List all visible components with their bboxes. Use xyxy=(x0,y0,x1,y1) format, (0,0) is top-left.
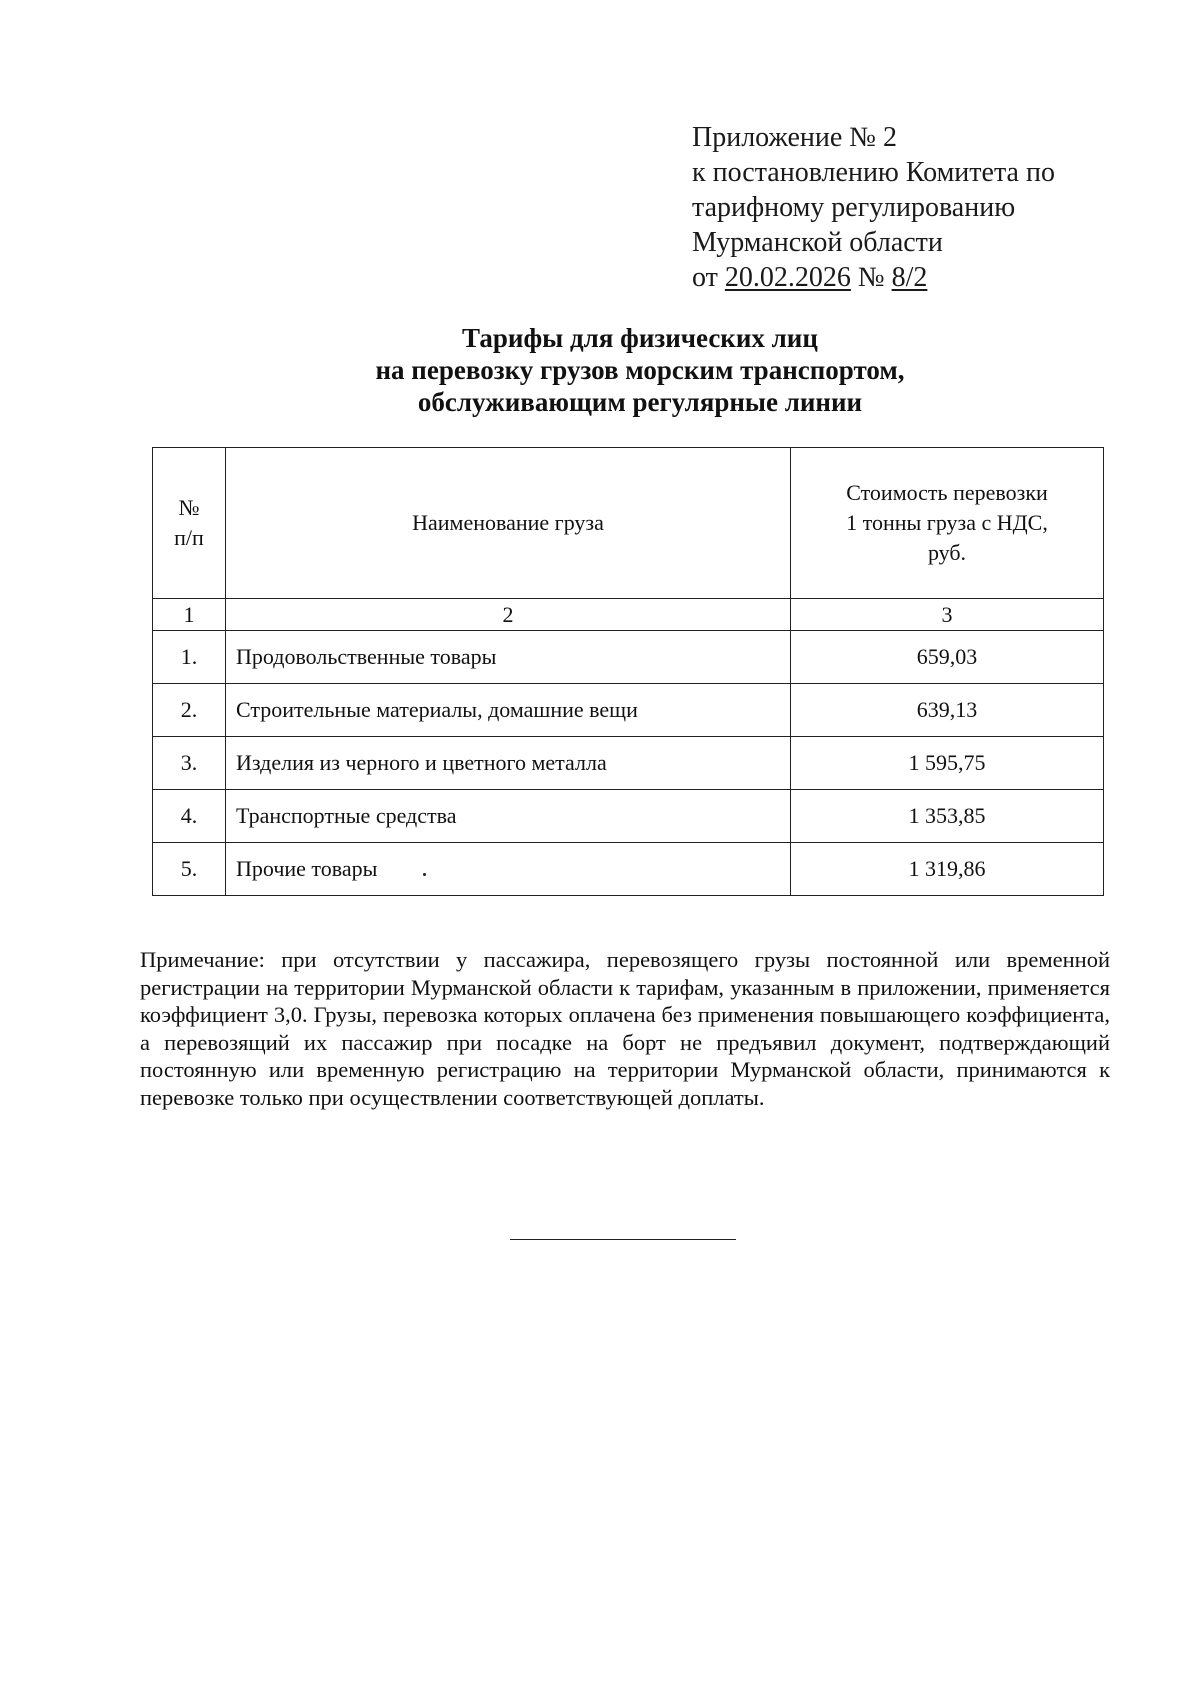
row-cargo-name: Строительные материалы, домашние вещи xyxy=(226,684,791,737)
appendix-line-4: Мурманской области xyxy=(692,227,943,258)
table-row xyxy=(153,631,1104,684)
title-line-2: на перевозку грузов морским транспортом, xyxy=(375,355,905,385)
row-cost: 639,13 xyxy=(791,684,1104,737)
table-row xyxy=(153,843,1104,896)
header-cost-line-1: Стоимость перевозки xyxy=(846,480,1048,505)
header-number-symbol: № xyxy=(178,495,200,520)
row-number: 4. xyxy=(153,790,226,843)
row-cargo-name: Изделия из черного и цветного металла xyxy=(226,737,791,790)
row-cost: 1 319,86 xyxy=(791,843,1104,896)
table-row xyxy=(153,790,1104,843)
row-cost: 659,03 xyxy=(791,631,1104,684)
title-line-1: Тарифы для физических лиц xyxy=(462,323,818,353)
closing-separator-line xyxy=(510,1239,736,1240)
number-prefix: № xyxy=(850,262,892,293)
row-number: 2. xyxy=(153,684,226,737)
column-number-row xyxy=(153,599,1104,631)
appendix-line-2: к постановлению Комитета по xyxy=(692,157,1055,188)
row-cost: 1 353,85 xyxy=(791,790,1104,843)
row-cargo-name: Продовольственные товары xyxy=(226,631,791,684)
appendix-date-line xyxy=(692,260,1055,295)
column-number-1: 1 xyxy=(153,599,226,631)
resolution-number: 8/2 xyxy=(891,262,928,293)
row-number: 3. xyxy=(153,737,226,790)
header-cost xyxy=(791,448,1104,599)
header-cargo-name: Наименование груза xyxy=(226,448,791,599)
note-paragraph: Примечание: при отсутствии у пассажира, перевозящего грузы постоянной или временной регистрации на территории Мурманской области к тарифам, указанным в приложении, применяется коэффициент 3,0. Грузы, перевозка которых оплачена без применения повышающего коэффициента, а перевозящий их пассажир при посадке на борт не предъявил документ, подтверждающий постоянную или временную регистрацию на территории Мурманской области, принимаются к перевозке только при осуществлении соответствующей доплаты. xyxy=(140,947,1110,1110)
column-number-3: 3 xyxy=(791,599,1104,631)
tariff-table xyxy=(152,447,1104,896)
table-row xyxy=(153,684,1104,737)
scan-speck xyxy=(423,873,426,876)
title-line-3: обслуживающим регулярные линии xyxy=(417,387,863,417)
header-number xyxy=(153,448,226,599)
row-number: 1. xyxy=(153,631,226,684)
column-number-2: 2 xyxy=(226,599,791,631)
table-row xyxy=(153,737,1104,790)
header-cost-line-2: 1 тонны груза с НДС, xyxy=(846,510,1048,535)
date-prefix: от xyxy=(692,262,725,293)
row-cargo-name: Транспортные средства xyxy=(226,790,791,843)
appendix-line-1: Приложение № 2 xyxy=(692,122,897,153)
header-cost-line-3: руб. xyxy=(927,540,967,565)
row-cost: 1 595,75 xyxy=(791,737,1104,790)
header-number-abbr: п/п xyxy=(174,525,204,550)
row-number: 5. xyxy=(153,843,226,896)
document-title xyxy=(230,322,1050,418)
row-cargo-name: Прочие товары xyxy=(226,843,791,896)
appendix-line-3: тарифному регулированию xyxy=(692,192,1016,223)
appendix-header xyxy=(692,120,1055,295)
table-header-row xyxy=(153,448,1104,599)
resolution-date: 20.02.2026 xyxy=(724,262,851,293)
